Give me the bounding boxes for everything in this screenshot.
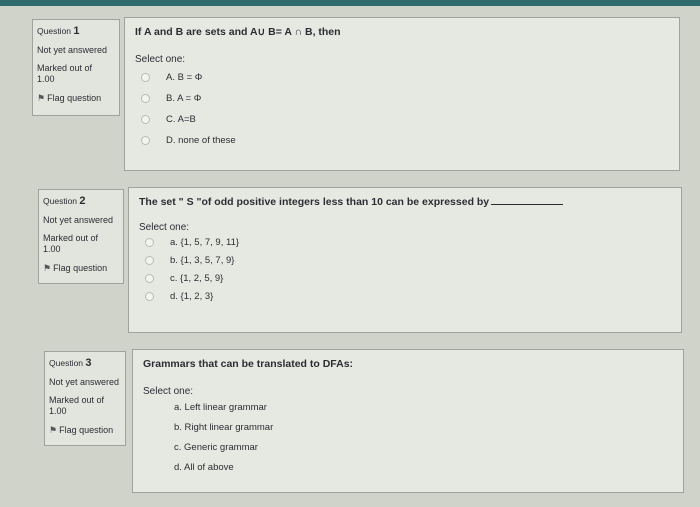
marked-out-of-label: Marked out of	[37, 63, 93, 73]
option-b[interactable]: B. A = Φ	[135, 88, 669, 109]
radio-button[interactable]	[145, 256, 154, 265]
answer-status: Not yet answered	[37, 45, 108, 55]
flag-question-link[interactable]: ⚑ Flag question	[37, 93, 102, 103]
select-one-label: Select one:	[135, 54, 186, 65]
select-one-label: Select one:	[139, 222, 190, 233]
option-c[interactable]: c. Generic grammar	[174, 441, 258, 453]
flag-question-link[interactable]: ⚑ Flag question	[43, 263, 108, 273]
option-d[interactable]: d. {1, 2, 3}	[139, 287, 671, 305]
radio-button[interactable]	[145, 238, 154, 247]
option-b[interactable]: b. {1, 3, 5, 7, 9}	[139, 251, 671, 269]
select-one-label: Select one:	[143, 386, 194, 397]
question-number: Question 2	[43, 195, 86, 207]
marked-out-of-value: 1.00	[37, 74, 55, 84]
option-a[interactable]: a. Left linear grammar	[174, 401, 267, 413]
marked-out-of-label: Marked out of	[49, 395, 105, 405]
question-number: Question 1	[37, 25, 80, 37]
question-1-info	[32, 19, 120, 116]
radio-button[interactable]	[145, 274, 154, 283]
option-c[interactable]: c. {1, 2, 5, 9}	[139, 269, 671, 287]
top-bar	[0, 0, 700, 6]
option-c[interactable]: C. A=B	[135, 109, 669, 130]
question-number: Question 3	[49, 357, 92, 369]
marked-out-of-value: 1.00	[43, 244, 61, 254]
question-2-info	[38, 189, 124, 284]
question-text: Grammars that can be translated to DFAs:	[143, 358, 354, 370]
question-1-content	[124, 17, 680, 171]
question-3-content	[132, 349, 684, 493]
option-a[interactable]: A. B = Φ	[135, 67, 669, 88]
answer-status: Not yet answered	[43, 215, 114, 225]
radio-button[interactable]	[145, 292, 154, 301]
option-d[interactable]: d. All of above	[174, 461, 234, 473]
answer-blank	[491, 204, 563, 205]
flag-icon: ⚑	[37, 93, 46, 103]
radio-button[interactable]	[141, 73, 150, 82]
radio-button[interactable]	[141, 115, 150, 124]
radio-button[interactable]	[141, 94, 150, 103]
option-d[interactable]: D. none of these	[135, 130, 669, 151]
flag-question-link[interactable]: ⚑ Flag question	[49, 425, 114, 435]
option-b[interactable]: b. Right linear grammar	[174, 421, 274, 433]
marked-out-of-value: 1.00	[49, 406, 67, 416]
radio-button[interactable]	[141, 136, 150, 145]
marked-out-of-label: Marked out of	[43, 233, 99, 243]
flag-icon: ⚑	[49, 425, 58, 435]
flag-icon: ⚑	[43, 263, 52, 273]
question-3-info	[44, 351, 126, 446]
question-text: The set " S "of odd positive integers less than 10 can be expressed by	[139, 196, 671, 208]
option-a[interactable]: a. {1, 5, 7, 9, 11}	[139, 233, 671, 251]
answer-status: Not yet answered	[49, 377, 120, 387]
question-2-content	[128, 187, 682, 333]
question-text: If A and B are sets and A∪ B= A ∩ B, then	[135, 26, 341, 38]
